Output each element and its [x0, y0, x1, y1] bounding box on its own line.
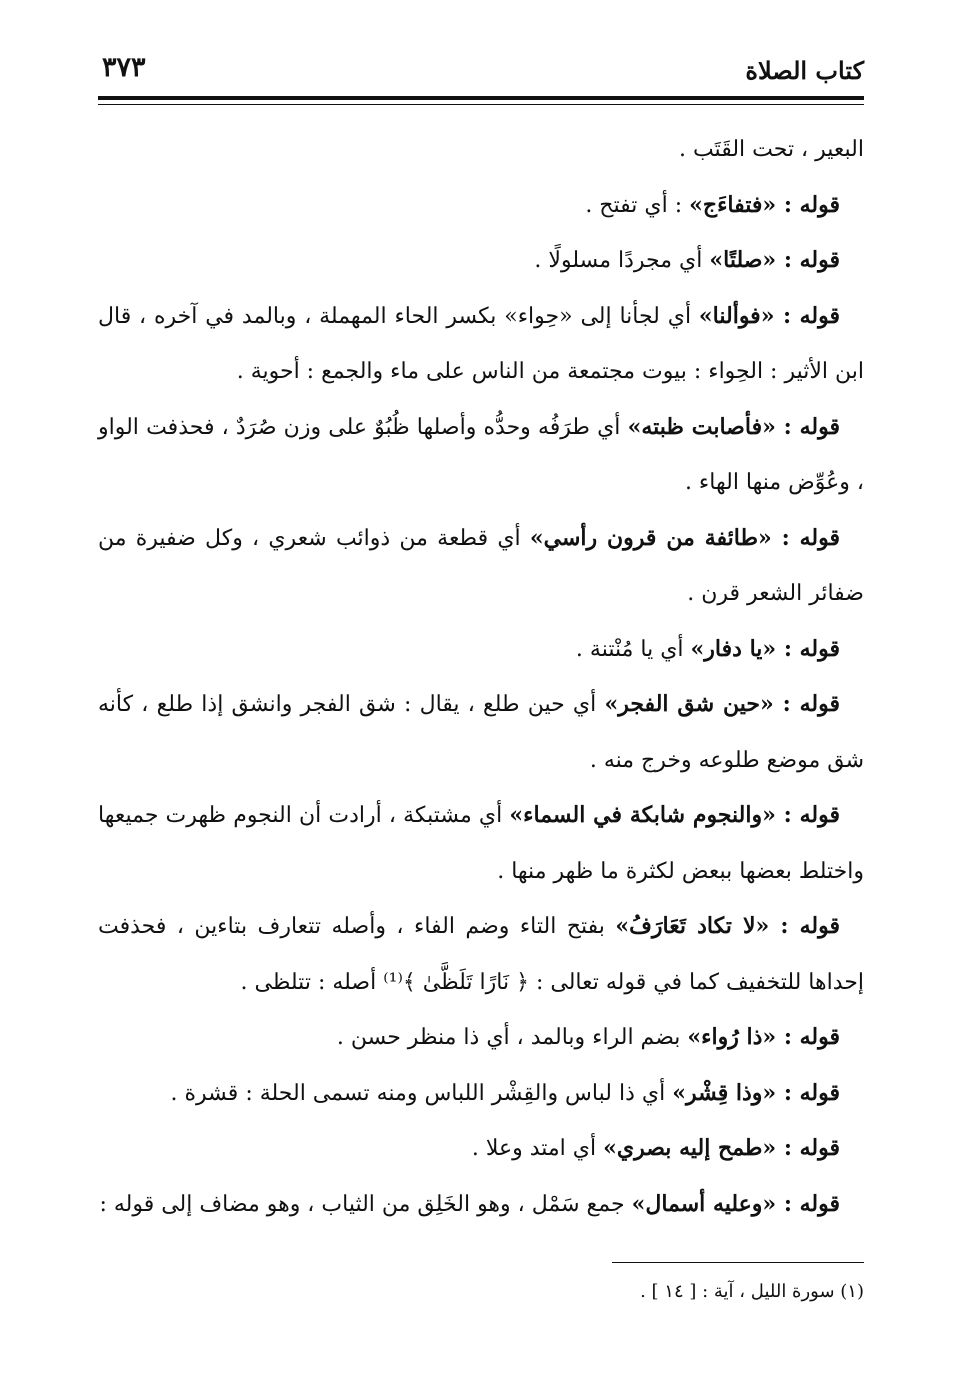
main-text [98, 122, 864, 1232]
paragraph [98, 233, 864, 289]
explanation: أي قطعة من ذوائب شعري ، وكل ضفيرة من ضفائر الشعر قرن . [98, 525, 864, 606]
quoted-term: «صلتًا» [709, 247, 777, 273]
quoted-term: «يا دفار» [690, 635, 777, 662]
quoted-term: «فوألنا» [698, 302, 775, 329]
lead-word: قوله : [773, 691, 840, 717]
quoted-term: «لا تكاد تَعَارَفُ» [615, 913, 770, 939]
explanation: جمع سَمْل ، وهو الخَلِق من الثياب ، وهو مضاف إلى قوله : [99, 1191, 632, 1217]
footnote: (١) سورة الليل ، آية : [ ١٤ ] . [640, 1281, 864, 1302]
paragraph [98, 289, 864, 400]
quoted-term: «حين شق الفجر» [604, 691, 774, 717]
lead-word: قوله : [774, 302, 840, 329]
quoted-term: «فأصابت ظبته» [627, 413, 776, 440]
paragraph [98, 400, 864, 511]
explanation: أي طرَفُه وحدُّه وأصلها ظُبُوٌ على وزن صُرَدٌ ، فحذفت الواو ، وعُوِّض منها الهاء . [98, 414, 864, 495]
lead-word: قوله : [776, 191, 840, 218]
explanation: بضم الراء وبالمد ، أي ذا منظر حسن . [336, 1025, 688, 1050]
explanation: أي امتد وعلا . [471, 1136, 604, 1161]
paragraph [98, 622, 864, 678]
explanation: أي مجردًا مسلولًا . [534, 248, 710, 273]
paragraph [98, 1121, 864, 1177]
paragraph [98, 122, 864, 178]
header-rule-thin [98, 104, 864, 105]
paragraph [98, 1177, 864, 1233]
chapter-title: كتاب الصلاة [745, 56, 864, 85]
footnote-rule [612, 1262, 864, 1263]
quoted-term: «والنجوم شابكة في السماء» [509, 802, 776, 828]
lead-word: قوله : [775, 802, 840, 828]
page-header [98, 52, 864, 96]
paragraph [98, 1010, 864, 1066]
page-number: ٣٧٣ [102, 52, 146, 83]
paragraph [98, 178, 864, 234]
paragraph [98, 677, 864, 788]
quoted-term: «وعليه أسمال» [631, 1190, 777, 1217]
quoted-term: «فتفاءَج» [689, 191, 777, 218]
explanation: أي مشتبكة ، أرادت أن النجوم ظهرت جميعها واختلط بعضها ببعض لكثرة ما ظهر منها . [98, 803, 864, 884]
lead-word: قوله : [771, 524, 840, 551]
quoted-term: «طمح إليه بصري» [603, 1135, 777, 1161]
paragraph [98, 511, 864, 622]
lead-word: قوله : [775, 413, 840, 440]
lead-word: قوله : [776, 1190, 840, 1217]
paragraph [98, 788, 864, 899]
quoted-term: «وذا قِشْر» [672, 1079, 777, 1106]
paragraph [98, 1066, 864, 1122]
explanation: أي ذا لباس والقِشْر اللباس ومنه تسمى الحلة : قشرة . [170, 1080, 673, 1106]
lead-word: قوله : [776, 635, 840, 662]
explanation: البعير ، تحت القَتَب . [678, 137, 864, 162]
lead-word: قوله : [776, 1024, 840, 1050]
quoted-term: «طائفة من قرون رأسي» [529, 524, 772, 551]
explanation: بفتح التاء وضم الفاء ، وأصله تتعارف بتاءين ، فحذفت إحداها للتخفيف كما في قوله تعالى : ﴿ نَارًا تَلَظَّىٰ ﴾⁽¹⁾ أصله : تتلظى . [98, 914, 864, 995]
explanation: أي لجأنا إلى «حِواء» بكسر الحاء المهملة ، وبالمد في آخره ، قال ابن الأثير : الحِواء : بيوت مجتمعة من الناس على ماء والجمع : أحوية . [98, 303, 864, 384]
explanation: : أي تفتح . [585, 192, 690, 218]
lead-word: قوله : [776, 247, 840, 273]
explanation: أي يا مُنْتنة . [575, 636, 691, 662]
explanation: أي حين طلع ، يقال : شق الفجر وانشق إذا طلع ، كأنه شق موضع طلوعه وخرج منه . [98, 692, 864, 773]
lead-word: قوله : [769, 913, 841, 939]
paragraph [98, 899, 864, 1010]
lead-word: قوله : [776, 1079, 840, 1106]
quoted-term: «ذا رُواء» [687, 1024, 777, 1050]
header-rule-thick [98, 96, 864, 100]
lead-word: قوله : [776, 1135, 840, 1161]
